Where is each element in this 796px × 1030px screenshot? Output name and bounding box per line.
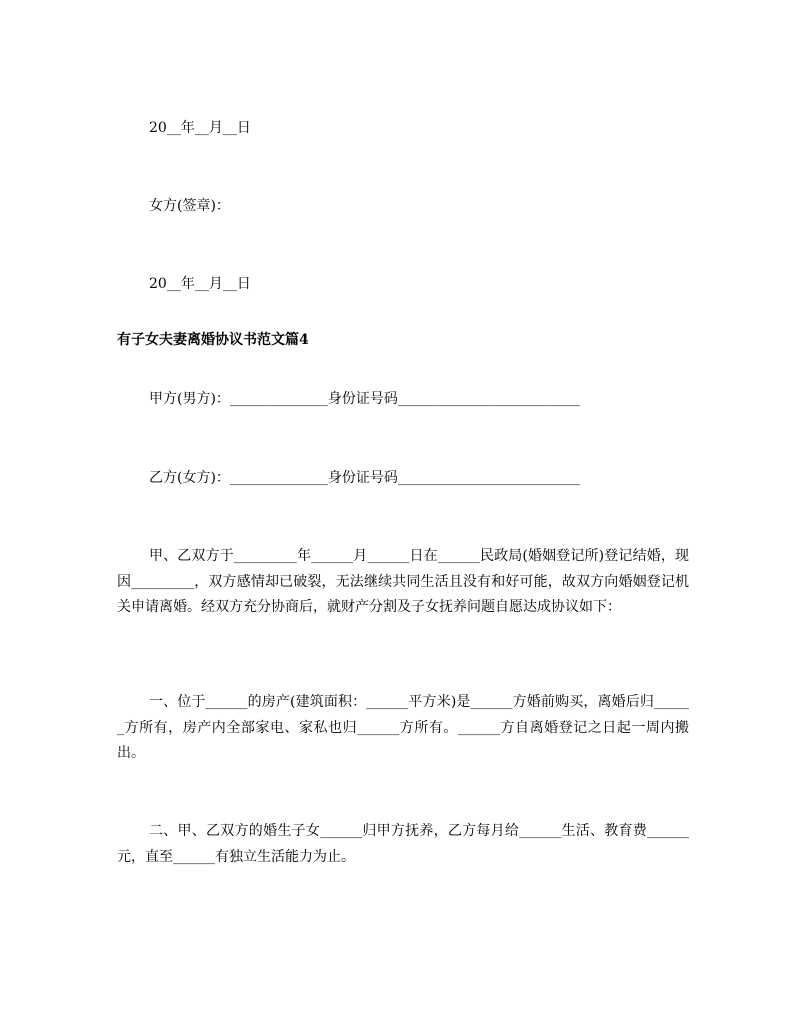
section-title: 有子女夫妻离婚协议书范文篇4 xyxy=(117,332,309,348)
date-line-1: 20__年__月__日 xyxy=(149,120,251,136)
female-signature-line: 女方(签章)： xyxy=(149,198,230,214)
party-a-line: 甲方(男方)：______________身份证号码__________________________ xyxy=(149,391,580,407)
date-line-2: 20__年__月__日 xyxy=(149,276,251,292)
clause-1-paragraph: 一、位于______的房产(建筑面积：______平方米)是______方婚前购买，离婚后归______方所有，房产内全部家电、家私也归______方所有。______方自离婚登记之日起一周内搬出。 xyxy=(117,694,689,761)
intro-paragraph: 甲、乙双方于_________年______月______日在______民政局(婚姻登记所)登记结婚，现因_________，双方感情却已破裂，无法继续共同生活且没有和好可能，故双方向婚姻登记机关申请离婚。经双方充分协商后，就财产分割及子女抚养问题自愿达成协议如下： xyxy=(117,548,689,615)
clause-2-paragraph: 二、甲、乙双方的婚生子女______归甲方抚养，乙方每月给______生活、教育费______元，直至______有独立生活能力为止。 xyxy=(117,823,689,865)
party-b-line: 乙方(女方)：______________身份证号码__________________________ xyxy=(149,470,580,486)
